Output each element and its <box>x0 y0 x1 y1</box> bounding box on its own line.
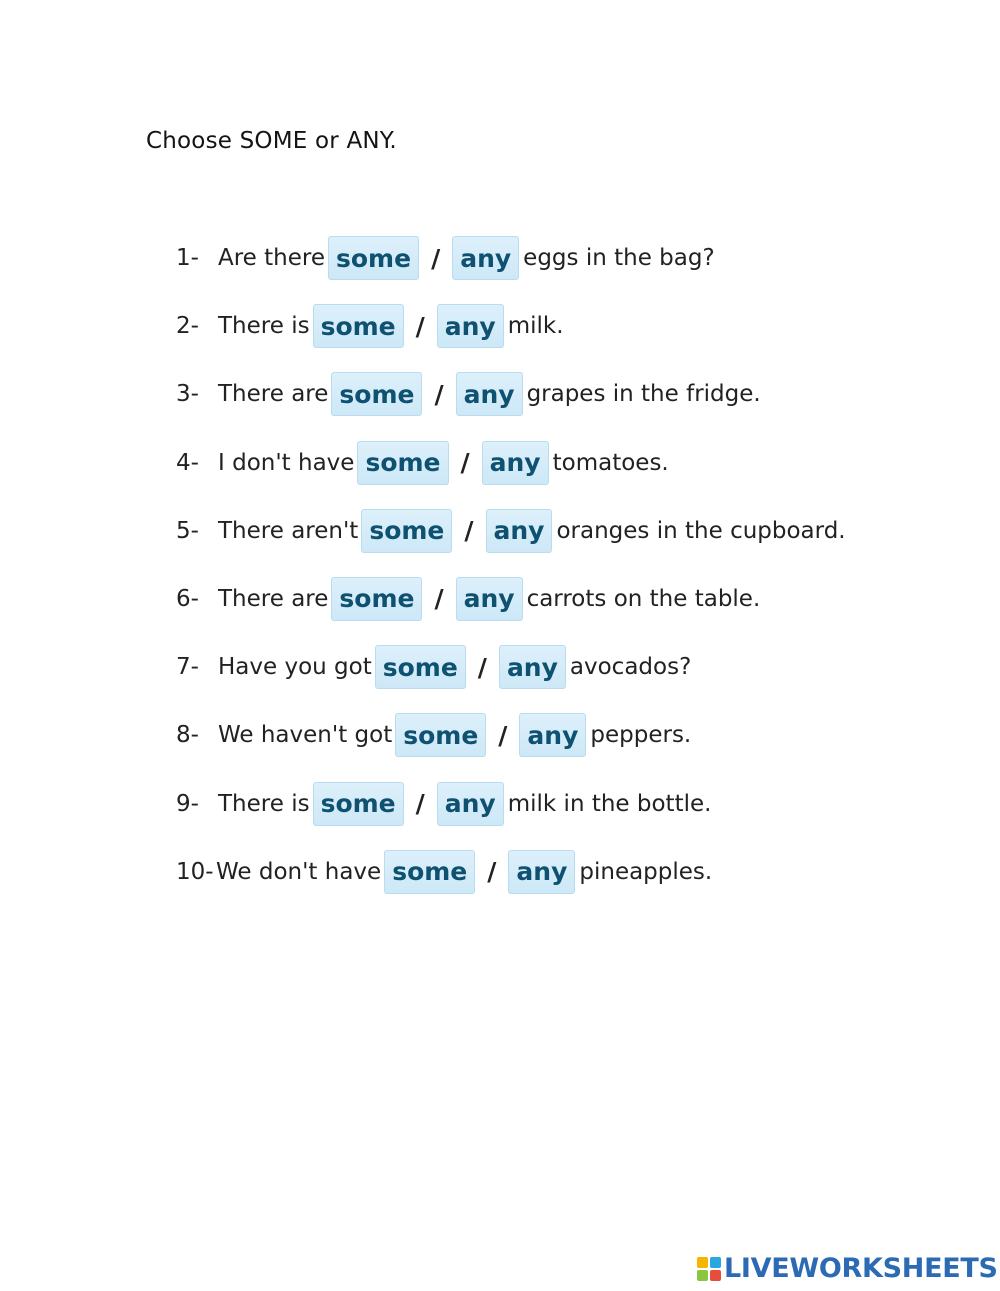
worksheet-title: Choose SOME or ANY. <box>146 128 397 154</box>
question-row-2 <box>176 302 846 350</box>
question-row-7 <box>176 643 846 691</box>
sentence-end: tomatoes. <box>552 449 669 476</box>
option-separator: / <box>487 857 497 887</box>
question-row-5 <box>176 507 846 555</box>
option-separator: / <box>460 448 470 478</box>
option-some-button[interactable]: some <box>313 304 404 348</box>
question-row-10 <box>176 848 846 896</box>
option-separator: / <box>464 516 474 546</box>
option-any-button[interactable]: any <box>456 577 523 621</box>
sentence-end: pineapples. <box>579 858 713 885</box>
sentence-start: There are <box>218 381 329 408</box>
sentence-end: milk. <box>507 313 564 340</box>
option-any-button[interactable]: any <box>482 441 549 485</box>
question-number: 6- <box>176 585 199 612</box>
sentence-start: Have you got <box>218 654 372 681</box>
option-some-button[interactable]: some <box>313 782 404 826</box>
option-any-button[interactable]: any <box>508 850 575 894</box>
sentence-start: There is <box>218 313 310 340</box>
question-number: 7- <box>176 654 199 681</box>
option-separator: / <box>477 652 487 682</box>
option-some-button[interactable]: some <box>328 236 419 280</box>
question-row-1 <box>176 234 846 282</box>
question-list <box>176 234 846 916</box>
option-some-button[interactable]: some <box>395 713 486 757</box>
sentence-end: carrots on the table. <box>526 585 761 612</box>
sentence-start: There aren't <box>218 517 359 544</box>
sentence-end: milk in the bottle. <box>507 790 712 817</box>
question-number: 4- <box>176 449 199 476</box>
sentence-end: eggs in the bag? <box>523 245 715 271</box>
question-number: 9- <box>176 790 199 817</box>
sentence-start: We don't have <box>216 858 382 885</box>
option-some-button[interactable]: some <box>357 441 448 485</box>
sentence-end: oranges in the cupboard. <box>556 517 846 544</box>
sentence-end: avocados? <box>569 654 692 681</box>
option-some-button[interactable]: some <box>331 577 422 621</box>
option-any-button[interactable]: any <box>452 236 519 280</box>
option-any-button[interactable]: any <box>499 645 566 689</box>
question-row-3 <box>176 370 846 418</box>
option-any-button[interactable]: any <box>486 509 553 553</box>
option-separator: / <box>415 789 425 818</box>
question-number: 5- <box>176 517 199 544</box>
option-separator: / <box>498 720 508 750</box>
logo-text: LIVEWORKSHEETS <box>724 1253 998 1284</box>
option-some-button[interactable]: some <box>361 509 452 553</box>
question-number: 1- <box>176 245 199 271</box>
question-number: 2- <box>176 313 199 340</box>
question-number: 3- <box>176 381 199 408</box>
option-separator: / <box>431 243 441 273</box>
liveworksheets-logo <box>697 1253 998 1284</box>
option-any-button[interactable]: any <box>519 713 586 757</box>
question-number: 8- <box>176 722 199 749</box>
sentence-start: There are <box>218 585 329 612</box>
option-some-button[interactable]: some <box>384 850 475 894</box>
question-row-9 <box>176 780 846 828</box>
logo-square-1 <box>697 1257 708 1268</box>
question-row-4 <box>176 439 846 487</box>
sentence-end: peppers. <box>590 722 692 749</box>
question-row-8 <box>176 711 846 759</box>
option-some-button[interactable]: some <box>331 372 422 416</box>
logo-square-2 <box>710 1257 721 1268</box>
sentence-start: We haven't got <box>218 722 393 749</box>
logo-square-3 <box>697 1270 708 1281</box>
question-number: 10- <box>176 858 214 885</box>
option-any-button[interactable]: any <box>437 782 504 826</box>
sentence-start: I don't have <box>218 449 355 476</box>
sentence-end: grapes in the fridge. <box>526 381 761 408</box>
option-separator: / <box>434 379 444 409</box>
option-separator: / <box>415 311 425 341</box>
sentence-start: Are there <box>218 245 325 271</box>
option-some-button[interactable]: some <box>375 645 466 689</box>
option-any-button[interactable]: any <box>456 372 523 416</box>
logo-square-4 <box>710 1270 721 1281</box>
question-row-6 <box>176 575 846 623</box>
liveworksheets-logo-icon <box>697 1257 721 1281</box>
option-any-button[interactable]: any <box>437 304 504 348</box>
sentence-start: There is <box>218 790 310 817</box>
option-separator: / <box>434 584 444 614</box>
